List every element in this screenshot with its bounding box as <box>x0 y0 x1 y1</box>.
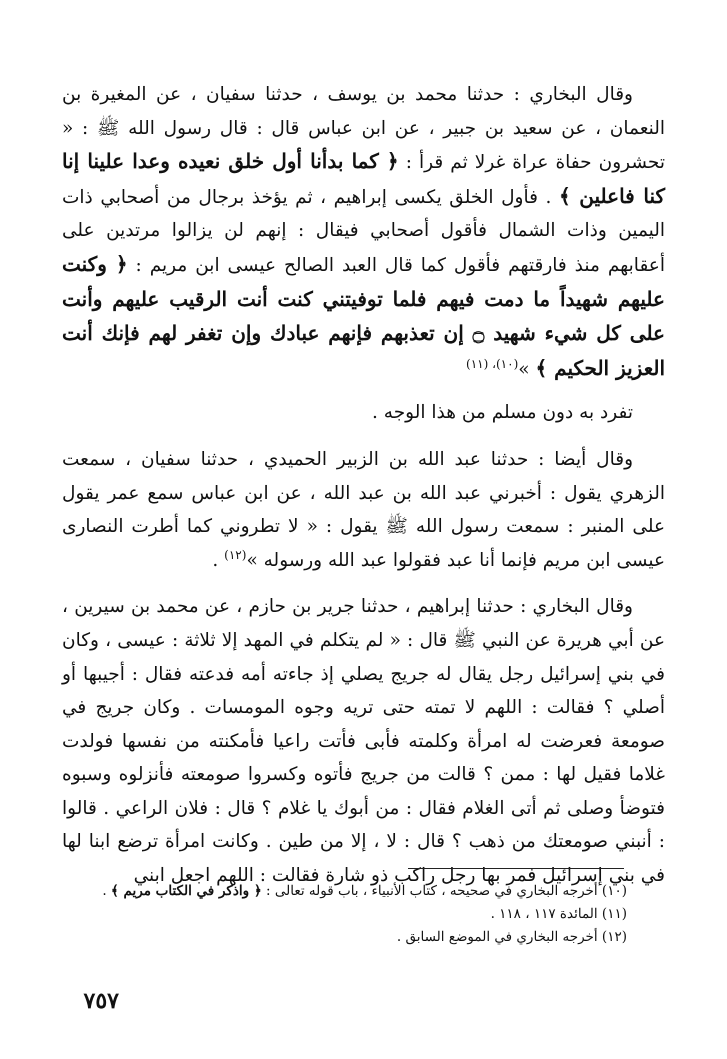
footnote-divider <box>408 868 624 869</box>
paragraph-text: . فأول الخلق يكسى إبراهيم ، ثم يؤخذ برجال من أصحابي ذات اليمين وذات الشمال فأقول أصحابي فيقال : إنهم لن يزالوا مرتدين على أعقابهم منذ فارقتهم فأقول كما قال العبد الصالح عيسى ابن مريم : <box>62 186 665 276</box>
footnotes <box>62 880 627 949</box>
quran-verse: ﴿ وكنت عليهم شهيداً ما دمت فيهم فلما توفيتني كنت أنت الرقيب عليهم وأنت على كل شيء شهيد ۝ إن تعذبهم فإنهم عبادك وإن تغفر لهم فإنك أنت العزيز الحكيم ﴾ <box>62 251 665 380</box>
paragraph-text: تفرد به دون مسلم من هذا الوجه . <box>372 402 633 424</box>
footnote-text: (١١) المائدة ١١٧ ، ١١٨ . <box>490 906 627 922</box>
main-text <box>62 78 665 893</box>
paragraph-text: وقال البخاري : حدثنا إبراهيم ، حدثنا جرير بن حازم ، عن محمد بن سيرين ، عن أبي هريرة عن النبي ﷺ قال : « لم يتكلم في المهد إلا ثلاثة : عيسى ، وكان في بني إسرائيل رجل يقال له جريج يصلي إذ جاءته أمه فدعته فقال : أجيبها أو أصلي ؟ فقالت : اللهم لا تمته حتى تريه وجوه المومسات . وكان جريج في صومعة فعرضت له امرأة وكلمته فأبى فأتت راعيا فأمكنته من نفسها فولدت غلاما فقيل لها : ممن ؟ قالت من جريج فأتوه وكسروا صومعته فأنزلوه وسبوه فتوضأ وصلى ثم أتى الغلام فقال : من أبوك يا غلام ؟ قال : فلان الراعي . قالوا : أنبني صومعتك من ذهب ؟ قال : لا ، إلا من طين . وكانت امرأة ترضع ابنا لها في بني إسرائيل فمر بها رجل راكب ذو شارة فقالت : اللهم اجعل ابني <box>62 596 665 887</box>
footnote-reference: (١٠)، (١١) <box>466 356 519 371</box>
paragraph-text: وقال البخاري : حدثنا محمد بن يوسف ، حدثنا سفيان ، عن المغيرة بن النعمان ، عن سعيد بن جبير ، عن ابن عباس قال : قال رسول الله ﷺ : « تحشرون حفاة عراة غرلا ثم قرأ : <box>62 84 665 174</box>
page-number: ٧٥٧ <box>83 988 119 1014</box>
footnote-reference: (١٢) <box>224 547 247 562</box>
footnote-10 <box>62 880 627 903</box>
footnote-text: (١٢) أخرجه البخاري في الموضع السابق . <box>396 929 627 945</box>
paragraph-note <box>62 396 665 430</box>
quran-verse: ﴿ كما بدأنا أول خلق نعيده وعدا علينا إنا كنا فاعلين ﴾ <box>62 149 666 208</box>
footnote-11 <box>62 903 627 926</box>
paragraph-hadith-praise <box>62 443 665 577</box>
paragraph-hadith-cradle <box>62 590 665 892</box>
paragraph-end: . <box>212 549 225 571</box>
closing-quote: » <box>518 358 530 380</box>
paragraph-text: وقال أيضا : حدثنا عبد الله بن الزبير الحميدي ، حدثنا سفيان ، سمعت الزهري يقول : أخبرني عبد الله بن عبد الله ، عن ابن عباس سمع عمر يقول على المنبر : سمعت رسول الله ﷺ يقول : « لا تطروني كما أطرت النصارى عيسى ابن مريم فإنما أنا عبد فقولوا عبد الله ورسوله » <box>62 448 665 571</box>
footnote-end: . <box>102 883 111 899</box>
footnote-text: (١٠) أخرجه البخاري في صحيحه ، كتاب الأنبياء ، باب قوله تعالى : <box>266 883 627 899</box>
paragraph-hadith-resurrection <box>62 78 665 386</box>
footnote-verse: ﴿ واذكر في الكتاب مريم ﴾ <box>110 883 262 899</box>
footnote-12 <box>62 926 627 949</box>
